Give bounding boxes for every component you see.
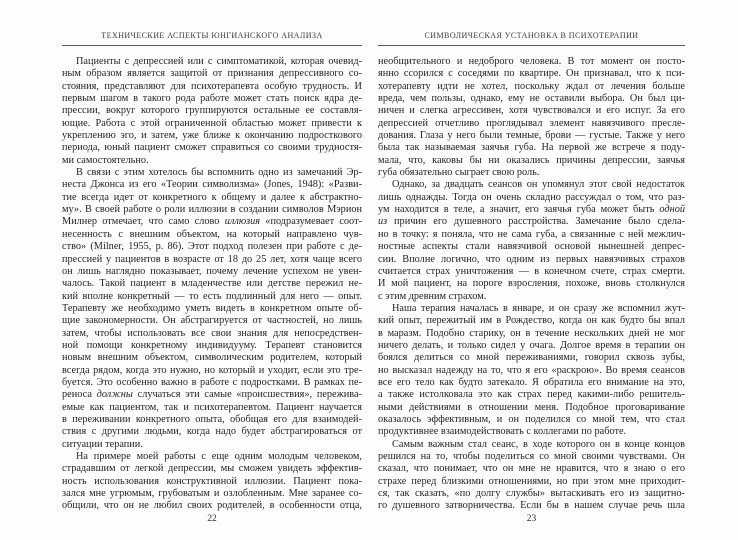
text-line: страхе перед близкими отношениями, но при этом мне приходит- — [378, 475, 685, 487]
text-line: периода, юный пациент сможет справиться со своими трудностя- — [62, 142, 362, 154]
text-line: продуктивнее взаимодействовать с коллегами по работе. — [378, 426, 627, 438]
right-page-body — [378, 56, 685, 513]
text-line: решился на то, чтобы поделиться со мной своими чувствами. Он — [378, 451, 685, 462]
left-page-body — [62, 56, 362, 513]
text-line: оказалось эффективным, и он поделился со мной тем, что стал — [378, 413, 685, 425]
text-line: тие всегда идет от конкретного к общему и далее к абстрактно- — [62, 191, 362, 203]
text-line: Пациенты с депрессией или с симптоматикой, которая очевид- — [76, 56, 362, 67]
text-line: кий опыт, пережитый им в Рождество, когда он как будто бы впал — [378, 315, 685, 327]
text-line: но в точку: я поняла, что не сама губа, а связанные с ней межлич- — [378, 228, 685, 240]
text-line: сии. Вполне логично, что одним из первых навязчивых страхов — [378, 253, 685, 265]
text-line: ными действиями в отношении меня. Подобное проговаривание — [378, 401, 685, 413]
text-line: всегда рядом, когда это нужно, но который и уходит, если это тре- — [62, 364, 362, 376]
text-line: страдавшим от легкой депрессии, мы сможем увидеть эффектив- — [62, 463, 362, 475]
text-line: укреплению эго, и затем, уже ближе к окончанию подросткового — [62, 130, 362, 142]
text-line: сказал, что понимает, что он мне не нравится, что я знаю о его — [378, 463, 685, 475]
text-line: затем, чтобы использовать все свои знания для непосредствен- — [62, 327, 362, 339]
text-line: Наша терапия началась в январе, и он сразу же вспомнил жут- — [392, 302, 685, 314]
text-line: необщительного и недоброго человека. В тот момент он посто- — [378, 56, 685, 67]
text-line: но высказал надежду на то, что я его «раскрою». Во время сеансов — [378, 364, 685, 376]
page-number-left: 22 — [207, 514, 217, 524]
text-line: ной помощи конкретному индивидууму. Терапевт становится — [62, 339, 362, 351]
text-line: Однако, за двадцать сеансов он упомянул этот свой недостаток — [392, 179, 685, 191]
text-line: На примере моей работы с еще одним молодым человеком, — [76, 451, 362, 462]
text-line: хотерапевту идти не хотел, поскольку ждал от лечения больше — [378, 80, 685, 92]
text-line: ство» (Milner, 1955, p. 86). Этот подход полезен при работе с де- — [62, 241, 362, 253]
text-line: ствия с другими людьми, когда надо будет абстрагироваться от — [62, 426, 362, 438]
text-line: все его тело как будто затекало. Я обратила его внимание на это, — [378, 376, 685, 388]
text-line: лишь однажды. Тогда он очень складно рассуждал о том, что раз- — [378, 191, 685, 203]
text-line: считается страх уничтожения — в конечном счете, страх смерти. — [378, 265, 685, 277]
text-line: первым шагом в такого рода работе может стать поиск ядра де- — [62, 93, 362, 105]
text-line: с этим древним страхом. — [378, 290, 487, 302]
text-line: зался мне угрюмым, грубоватым и озлобленным. Мне заранее со- — [62, 488, 362, 500]
text-line: стояния, представляют для психотерапевта особую трудность. И — [62, 80, 362, 92]
text-line: го душевного затворничества. Если бы в нашем случае речь шла — [378, 500, 685, 512]
text-line: ум находится в теле, а значит, его заячья губа может быть одной — [378, 204, 685, 216]
text-line: ся, так сказать, «по долгу службы» вытаскивать его из защитно- — [378, 488, 685, 500]
text-line: боялся делиться со мной переживаниями, говорил сквозь зубы, — [378, 352, 685, 364]
text-line: в переживании конкретного опыта, обобщая его для взаимодей- — [62, 413, 362, 425]
running-head-right: СИМВОЛИЧЕСКАЯ УСТАНОВКА В ПСИХОТЕРАПИИ — [378, 31, 685, 46]
text-line: вреда, чем пользы, однако, ему не оставили выбора. Он был ци- — [378, 93, 685, 105]
text-line: реноса должны случаться эти самые «происшествия», пережива- — [62, 389, 362, 401]
text-line: ничен и слегка агрессивен, хотя чувствовался и его испуг. За его — [378, 105, 685, 117]
left-page — [62, 0, 362, 540]
text-line: ностные аспекты стали навязчивой основой нынешней депрес- — [378, 241, 685, 253]
text-line: прессией у пациентов в возрасте от 18 до 25 лет, хотя чаще всего — [62, 253, 362, 265]
text-line: в маразм. Подобно старику, он в течение нескольких дней не мог — [378, 327, 685, 339]
text-line: кий вполне конкретный — то есть подлинный для него — опыт. — [62, 290, 362, 302]
text-line: несенность с внешним объектом, на который направлено чув- — [62, 228, 362, 240]
text-line: Самым важным стал сеанс, в ходе которого он в конце концов — [392, 438, 685, 450]
text-line: И мой пациент, на пороге взросления, похоже, вновь столкнулся — [378, 278, 685, 290]
text-line: ющие. Работа с этой ограниченной областью может привести к — [62, 117, 362, 129]
text-line: Милнер отмечает, что само слово иллюзия «подразумевает соот- — [62, 216, 362, 228]
text-line: щие закономерности. Он абстрагируется от частностей, но лишь — [62, 315, 362, 327]
running-head-left: ТЕХНИЧЕСКИЕ АСПЕКТЫ ЮНГИАНСКОГО АНАЛИЗА — [62, 31, 362, 46]
text-line: янно ссорился с соседями по квартире. Он признавал, что к пси- — [378, 68, 685, 80]
text-line: буется. Это особенно важно в работе с подростками. В рамках пе- — [62, 376, 362, 388]
text-line: он лишь наглядно показывает, почему лечение успехом не увен- — [62, 265, 362, 277]
text-line: дования. Глаза у него были темные, брови — густые. Также у него — [378, 130, 685, 142]
text-line: емые как пациентом, так и психотерапевтом. Пациент научается — [62, 401, 362, 413]
text-line: губа обязательно сыграет свою роль. — [378, 167, 540, 179]
text-line: общили, что он не любил своих родителей, в особенности отца, — [62, 500, 362, 512]
text-line: новым внешним объектом, символическим родителем, который — [62, 352, 362, 364]
text-line: ситуации терапии. — [62, 438, 143, 450]
text-line: была так называемая заячья губа. На первой же встрече я поду- — [378, 142, 685, 154]
text-line: Терапевту же необходимо уметь видеть в конкретном опыте об- — [62, 302, 362, 314]
page-number-right: 23 — [526, 514, 537, 524]
text-line: В связи с этим хотелось бы вспомнить одно из замечаний Эр- — [76, 167, 362, 179]
text-line: из причин его душевного расстройства. Замечание было сдела- — [378, 216, 685, 228]
text-line: ность использования конструктивной иллюзии. Пациент пока- — [62, 475, 362, 487]
text-line: мала, что, каковы бы ни оказались причины депрессии, заячья — [378, 154, 685, 166]
text-line: му». В своей работе о роли иллюзии в создании символов Мэрион — [62, 204, 362, 216]
text-line: депрессией отчетливо проглядывал элемент навязчивого пресле- — [378, 117, 685, 129]
text-line: ным образом является защитой от признания депрессивного со- — [62, 68, 362, 80]
text-line: прессии, вокруг которого группируются остальные ее составля- — [62, 105, 362, 117]
text-line: а также истолковала это как страх перед какими-либо решитель- — [378, 389, 685, 401]
right-page — [378, 0, 685, 540]
text-line: ми самостоятельно. — [62, 154, 149, 166]
text-line: ничего делать, и только сидел у очага. Долгое время в терапии он — [378, 339, 685, 351]
text-line: неста Джонса из его «Теории символизма» (Jones, 1948): «Разви- — [62, 179, 362, 191]
text-line: чалось. Такой пациент в младенчестве или детстве пережил не- — [62, 278, 362, 290]
